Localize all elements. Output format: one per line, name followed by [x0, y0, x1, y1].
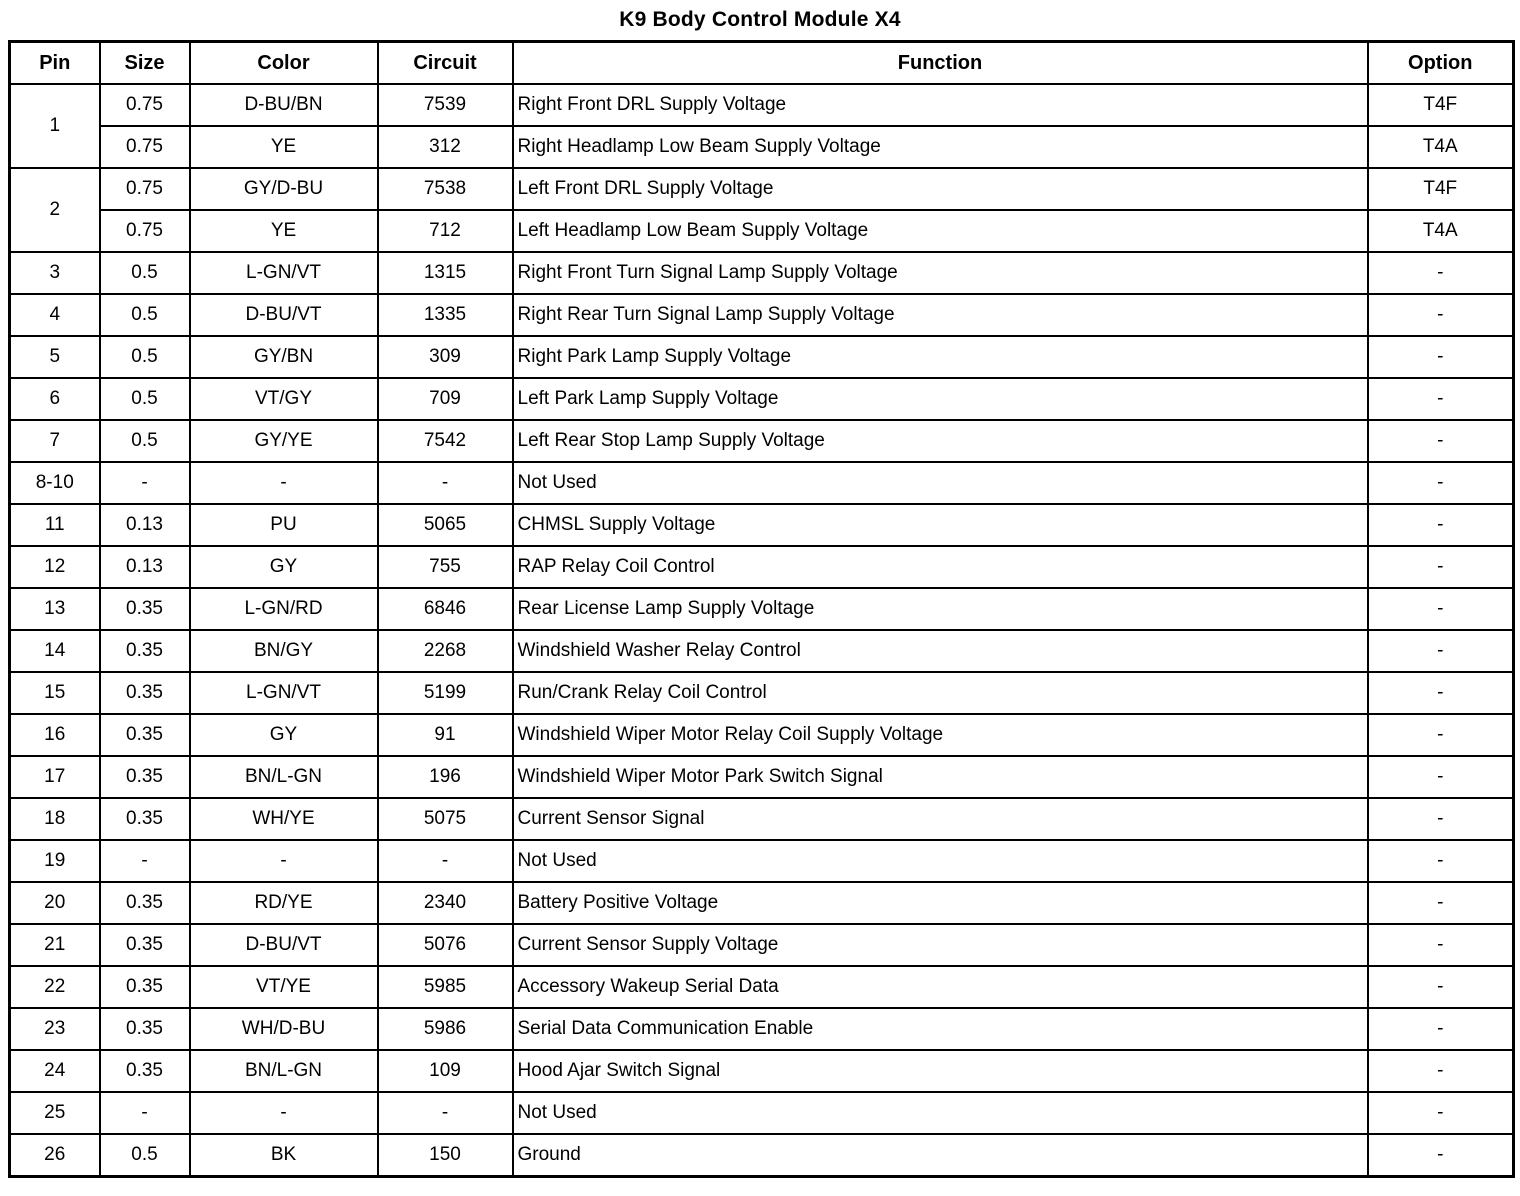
- table-row: [10, 126, 1514, 168]
- circuit-cell: 91: [378, 714, 513, 756]
- size-cell: 0.5: [100, 336, 190, 378]
- circuit-cell: 1315: [378, 252, 513, 294]
- option-cell: -: [1368, 672, 1514, 714]
- table-row: [10, 420, 1514, 462]
- col-header-size: Size: [100, 42, 190, 85]
- pin-cell: 4: [10, 294, 100, 336]
- pin-cell: 22: [10, 966, 100, 1008]
- circuit-cell: 312: [378, 126, 513, 168]
- color-cell: WH/YE: [190, 798, 378, 840]
- circuit-cell: 755: [378, 546, 513, 588]
- table-header-row: [10, 42, 1514, 85]
- table-row: [10, 210, 1514, 252]
- size-cell: 0.35: [100, 798, 190, 840]
- color-cell: GY: [190, 546, 378, 588]
- pin-cell: 3: [10, 252, 100, 294]
- table-row: [10, 252, 1514, 294]
- function-cell: Run/Crank Relay Coil Control: [513, 672, 1368, 714]
- function-cell: Not Used: [513, 1092, 1368, 1134]
- option-cell: -: [1368, 588, 1514, 630]
- pin-cell: 20: [10, 882, 100, 924]
- color-cell: D-BU/VT: [190, 924, 378, 966]
- function-cell: Right Headlamp Low Beam Supply Voltage: [513, 126, 1368, 168]
- size-cell: 0.35: [100, 714, 190, 756]
- table-row: [10, 504, 1514, 546]
- option-cell: -: [1368, 546, 1514, 588]
- size-cell: 0.5: [100, 420, 190, 462]
- table-row: [10, 672, 1514, 714]
- color-cell: BN/GY: [190, 630, 378, 672]
- color-cell: YE: [190, 126, 378, 168]
- table-row: [10, 966, 1514, 1008]
- option-cell: -: [1368, 840, 1514, 882]
- color-cell: L-GN/RD: [190, 588, 378, 630]
- color-cell: D-BU/BN: [190, 84, 378, 126]
- size-cell: -: [100, 840, 190, 882]
- color-cell: L-GN/VT: [190, 252, 378, 294]
- color-cell: RD/YE: [190, 882, 378, 924]
- circuit-cell: 196: [378, 756, 513, 798]
- pin-cell: 12: [10, 546, 100, 588]
- option-cell: -: [1368, 252, 1514, 294]
- circuit-cell: 7542: [378, 420, 513, 462]
- table-row: [10, 294, 1514, 336]
- size-cell: 0.35: [100, 966, 190, 1008]
- pin-cell: 5: [10, 336, 100, 378]
- color-cell: -: [190, 462, 378, 504]
- col-header-function: Function: [513, 42, 1368, 85]
- circuit-cell: 5985: [378, 966, 513, 1008]
- color-cell: GY: [190, 714, 378, 756]
- table-row: [10, 714, 1514, 756]
- pin-cell: 23: [10, 1008, 100, 1050]
- option-cell: T4A: [1368, 126, 1514, 168]
- size-cell: 0.13: [100, 504, 190, 546]
- table-row: [10, 588, 1514, 630]
- col-header-color: Color: [190, 42, 378, 85]
- size-cell: 0.35: [100, 1008, 190, 1050]
- table-row: [10, 84, 1514, 126]
- size-cell: 0.35: [100, 924, 190, 966]
- pin-cell: 14: [10, 630, 100, 672]
- function-cell: Windshield Wiper Motor Relay Coil Supply Voltage: [513, 714, 1368, 756]
- option-cell: T4F: [1368, 84, 1514, 126]
- col-header-pin: Pin: [10, 42, 100, 85]
- option-cell: -: [1368, 924, 1514, 966]
- circuit-cell: 6846: [378, 588, 513, 630]
- circuit-cell: 7539: [378, 84, 513, 126]
- option-cell: -: [1368, 378, 1514, 420]
- circuit-cell: 709: [378, 378, 513, 420]
- circuit-cell: -: [378, 840, 513, 882]
- color-cell: PU: [190, 504, 378, 546]
- col-header-circuit: Circuit: [378, 42, 513, 85]
- pinout-table-body: [10, 84, 1514, 1177]
- page-title: K9 Body Control Module X4: [619, 8, 901, 31]
- function-cell: Not Used: [513, 840, 1368, 882]
- table-row: [10, 1050, 1514, 1092]
- size-cell: 0.5: [100, 1134, 190, 1177]
- option-cell: -: [1368, 1134, 1514, 1177]
- circuit-cell: 712: [378, 210, 513, 252]
- circuit-cell: 109: [378, 1050, 513, 1092]
- circuit-cell: 5075: [378, 798, 513, 840]
- pin-cell: 17: [10, 756, 100, 798]
- size-cell: 0.75: [100, 126, 190, 168]
- table-row: [10, 1008, 1514, 1050]
- table-row: [10, 756, 1514, 798]
- size-cell: 0.5: [100, 378, 190, 420]
- pin-cell: 18: [10, 798, 100, 840]
- option-cell: -: [1368, 294, 1514, 336]
- circuit-cell: 309: [378, 336, 513, 378]
- size-cell: 0.35: [100, 882, 190, 924]
- table-row: [10, 630, 1514, 672]
- size-cell: 0.5: [100, 294, 190, 336]
- table-row: [10, 336, 1514, 378]
- size-cell: 0.75: [100, 84, 190, 126]
- pinout-table: [8, 40, 1515, 1178]
- function-cell: Current Sensor Signal: [513, 798, 1368, 840]
- circuit-cell: 150: [378, 1134, 513, 1177]
- pin-cell: 6: [10, 378, 100, 420]
- function-cell: Current Sensor Supply Voltage: [513, 924, 1368, 966]
- circuit-cell: 7538: [378, 168, 513, 210]
- size-cell: 0.35: [100, 588, 190, 630]
- pin-cell: 8-10: [10, 462, 100, 504]
- table-row: [10, 1092, 1514, 1134]
- option-cell: -: [1368, 756, 1514, 798]
- pin-cell: 11: [10, 504, 100, 546]
- color-cell: D-BU/VT: [190, 294, 378, 336]
- function-cell: Right Front DRL Supply Voltage: [513, 84, 1368, 126]
- function-cell: Right Front Turn Signal Lamp Supply Voltage: [513, 252, 1368, 294]
- function-cell: Serial Data Communication Enable: [513, 1008, 1368, 1050]
- table-row: [10, 168, 1514, 210]
- pin-cell: 15: [10, 672, 100, 714]
- table-row: [10, 462, 1514, 504]
- option-cell: -: [1368, 798, 1514, 840]
- function-cell: Right Park Lamp Supply Voltage: [513, 336, 1368, 378]
- col-header-option: Option: [1368, 42, 1514, 85]
- table-row: [10, 882, 1514, 924]
- circuit-cell: 2268: [378, 630, 513, 672]
- function-cell: Left Park Lamp Supply Voltage: [513, 378, 1368, 420]
- pin-cell: 7: [10, 420, 100, 462]
- function-cell: Not Used: [513, 462, 1368, 504]
- function-cell: Rear License Lamp Supply Voltage: [513, 588, 1368, 630]
- table-row: [10, 1134, 1514, 1177]
- pin-cell: 25: [10, 1092, 100, 1134]
- option-cell: -: [1368, 336, 1514, 378]
- color-cell: GY/YE: [190, 420, 378, 462]
- circuit-cell: -: [378, 1092, 513, 1134]
- circuit-cell: 5199: [378, 672, 513, 714]
- table-row: [10, 378, 1514, 420]
- table-row: [10, 924, 1514, 966]
- option-cell: -: [1368, 630, 1514, 672]
- color-cell: -: [190, 840, 378, 882]
- size-cell: 0.35: [100, 756, 190, 798]
- pin-cell: 21: [10, 924, 100, 966]
- circuit-cell: 5986: [378, 1008, 513, 1050]
- color-cell: BN/L-GN: [190, 756, 378, 798]
- color-cell: GY/D-BU: [190, 168, 378, 210]
- function-cell: Accessory Wakeup Serial Data: [513, 966, 1368, 1008]
- option-cell: -: [1368, 882, 1514, 924]
- size-cell: -: [100, 462, 190, 504]
- pin-cell: 16: [10, 714, 100, 756]
- size-cell: 0.13: [100, 546, 190, 588]
- function-cell: Windshield Wiper Motor Park Switch Signal: [513, 756, 1368, 798]
- color-cell: VT/GY: [190, 378, 378, 420]
- option-cell: -: [1368, 966, 1514, 1008]
- pin-cell: 13: [10, 588, 100, 630]
- color-cell: -: [190, 1092, 378, 1134]
- option-cell: -: [1368, 1092, 1514, 1134]
- size-cell: 0.5: [100, 252, 190, 294]
- pin-cell: 19: [10, 840, 100, 882]
- option-cell: -: [1368, 714, 1514, 756]
- color-cell: YE: [190, 210, 378, 252]
- function-cell: Left Rear Stop Lamp Supply Voltage: [513, 420, 1368, 462]
- color-cell: WH/D-BU: [190, 1008, 378, 1050]
- table-row: [10, 546, 1514, 588]
- function-cell: Right Rear Turn Signal Lamp Supply Voltage: [513, 294, 1368, 336]
- pin-cell: 1: [10, 84, 100, 168]
- function-cell: Ground: [513, 1134, 1368, 1177]
- circuit-cell: 2340: [378, 882, 513, 924]
- option-cell: -: [1368, 504, 1514, 546]
- option-cell: -: [1368, 1050, 1514, 1092]
- size-cell: 0.75: [100, 168, 190, 210]
- option-cell: T4A: [1368, 210, 1514, 252]
- function-cell: RAP Relay Coil Control: [513, 546, 1368, 588]
- color-cell: GY/BN: [190, 336, 378, 378]
- pin-cell: 2: [10, 168, 100, 252]
- circuit-cell: -: [378, 462, 513, 504]
- pin-cell: 24: [10, 1050, 100, 1092]
- circuit-cell: 5076: [378, 924, 513, 966]
- function-cell: Windshield Washer Relay Control: [513, 630, 1368, 672]
- table-row: [10, 798, 1514, 840]
- function-cell: Hood Ajar Switch Signal: [513, 1050, 1368, 1092]
- option-cell: -: [1368, 462, 1514, 504]
- size-cell: 0.35: [100, 672, 190, 714]
- size-cell: 0.35: [100, 630, 190, 672]
- pin-cell: 26: [10, 1134, 100, 1177]
- option-cell: T4F: [1368, 168, 1514, 210]
- table-row: [10, 840, 1514, 882]
- color-cell: BK: [190, 1134, 378, 1177]
- circuit-cell: 1335: [378, 294, 513, 336]
- size-cell: -: [100, 1092, 190, 1134]
- size-cell: 0.75: [100, 210, 190, 252]
- function-cell: CHMSL Supply Voltage: [513, 504, 1368, 546]
- function-cell: Battery Positive Voltage: [513, 882, 1368, 924]
- option-cell: -: [1368, 1008, 1514, 1050]
- function-cell: Left Headlamp Low Beam Supply Voltage: [513, 210, 1368, 252]
- function-cell: Left Front DRL Supply Voltage: [513, 168, 1368, 210]
- color-cell: BN/L-GN: [190, 1050, 378, 1092]
- circuit-cell: 5065: [378, 504, 513, 546]
- option-cell: -: [1368, 420, 1514, 462]
- size-cell: 0.35: [100, 1050, 190, 1092]
- color-cell: L-GN/VT: [190, 672, 378, 714]
- color-cell: VT/YE: [190, 966, 378, 1008]
